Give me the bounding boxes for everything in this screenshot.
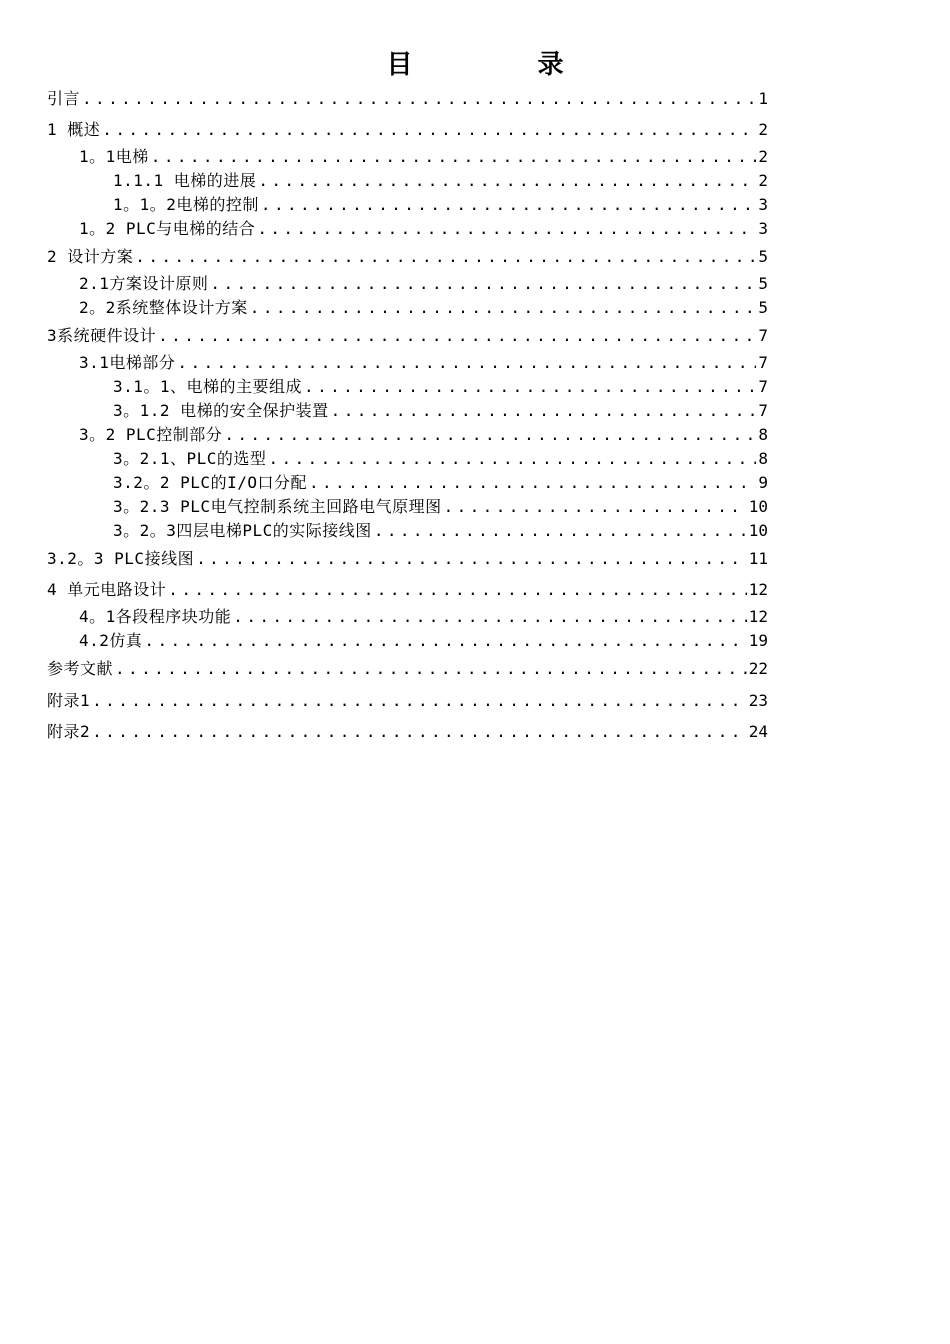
toc-page-number: 7 <box>758 326 768 345</box>
toc-entry-label: 3。2。3四层电梯PLC的实际接线图 <box>113 521 372 540</box>
toc-leader-dots <box>233 607 746 626</box>
toc-entry-label: 参考文献 <box>47 659 114 678</box>
toc-entry[interactable] <box>113 398 768 420</box>
toc-page-number: 8 <box>758 425 768 444</box>
toc-leader-dots <box>92 722 747 741</box>
toc-entry-label: 4 单元电路设计 <box>47 580 167 599</box>
toc-leader-dots <box>177 353 756 372</box>
toc-leader-dots <box>444 497 747 516</box>
toc-entry[interactable] <box>47 688 768 710</box>
toc-entry[interactable] <box>47 244 768 266</box>
toc-entry[interactable] <box>113 494 768 516</box>
toc-entry[interactable] <box>113 470 768 492</box>
toc-entry[interactable] <box>113 446 768 468</box>
toc-entry[interactable] <box>79 144 768 166</box>
toc-entry[interactable] <box>47 117 768 139</box>
toc-leader-dots <box>331 401 757 420</box>
toc-page-number: 12 <box>748 607 768 626</box>
toc-page-number: 2 <box>758 147 768 166</box>
toc-page-number: 10 <box>748 497 768 516</box>
toc-entry[interactable] <box>79 350 768 372</box>
toc-entry-label: 3。1.2 电梯的安全保护装置 <box>113 401 329 420</box>
toc-page-number: 9 <box>758 473 768 492</box>
toc-page-number: 3 <box>758 195 768 214</box>
toc-leader-dots <box>102 120 756 139</box>
toc-page-number: 2 <box>758 171 768 190</box>
toc-page-number: 19 <box>748 631 768 650</box>
toc-page-number: 8 <box>758 449 768 468</box>
toc-entry-label: 引言 <box>47 89 81 108</box>
toc-entry[interactable] <box>79 604 768 626</box>
toc-entry[interactable] <box>47 719 768 741</box>
toc-entry-label: 3.2。2 PLC的I/O口分配 <box>113 473 307 492</box>
toc-entry-label: 3系统硬件设计 <box>47 326 157 345</box>
toc-leader-dots <box>374 521 747 540</box>
toc-entry[interactable] <box>113 192 768 214</box>
toc-entry-label: 附录1 <box>47 691 91 710</box>
toc-leader-dots <box>92 691 747 710</box>
toc-entry[interactable] <box>79 422 768 444</box>
toc-entry[interactable] <box>47 546 768 568</box>
toc-entry[interactable] <box>47 86 768 108</box>
toc-leader-dots <box>224 425 756 444</box>
toc-page-number: 11 <box>748 549 768 568</box>
toc-leader-dots <box>304 377 756 396</box>
toc-page-number: 12 <box>748 580 768 599</box>
toc-entry-label: 1.1.1 电梯的进展 <box>113 171 257 190</box>
toc-page-number: 10 <box>748 521 768 540</box>
toc-leader-dots <box>144 631 746 650</box>
toc-entry[interactable] <box>47 323 768 345</box>
toc-entry-label: 3。2 PLC控制部分 <box>79 425 223 444</box>
toc-entry-label: 3。2.1、PLC的选型 <box>113 449 267 468</box>
toc-leader-dots <box>196 549 747 568</box>
toc-page-number: 23 <box>748 691 768 710</box>
toc-entry-label: 3.2。3 PLC接线图 <box>47 549 195 568</box>
toc-leader-dots <box>268 449 756 468</box>
toc-entry-label: 3.1电梯部分 <box>79 353 176 372</box>
toc-page-number: 7 <box>758 401 768 420</box>
toc-entry-label: 2.1方案设计原则 <box>79 274 209 293</box>
toc-page-number: 7 <box>758 377 768 396</box>
toc-leader-dots <box>261 195 756 214</box>
toc-leader-dots <box>258 171 756 190</box>
toc-leader-dots <box>82 89 756 108</box>
toc-entry-label: 附录2 <box>47 722 91 741</box>
toc-page-number: 5 <box>758 274 768 293</box>
toc-page-number: 3 <box>758 219 768 238</box>
toc-leader-dots <box>115 659 747 678</box>
toc-entry-label: 4.2仿真 <box>79 631 143 650</box>
toc-leader-dots <box>309 473 756 492</box>
toc-entry[interactable] <box>113 518 768 540</box>
toc-entry-label: 3。2.3 PLC电气控制系统主回路电气原理图 <box>113 497 442 516</box>
toc-leader-dots <box>250 298 757 317</box>
toc-page-number: 2 <box>758 120 768 139</box>
toc-entry[interactable] <box>79 271 768 293</box>
toc-leader-dots <box>151 147 757 166</box>
toc-entry-label: 4。1各段程序块功能 <box>79 607 232 626</box>
toc-entry-label: 3.1。1、电梯的主要组成 <box>113 377 303 396</box>
toc-page-number: 24 <box>748 722 768 741</box>
toc-leader-dots <box>135 247 756 266</box>
toc-entry-label: 1。2 PLC与电梯的结合 <box>79 219 256 238</box>
toc-page-number: 1 <box>758 89 768 108</box>
toc-entry[interactable] <box>47 577 768 599</box>
toc-leader-dots <box>158 326 756 345</box>
toc-entry[interactable] <box>113 374 768 396</box>
toc-page-number: 7 <box>758 353 768 372</box>
toc-entry-label: 1。1。2电梯的控制 <box>113 195 259 214</box>
toc-leader-dots <box>257 219 756 238</box>
toc-page-number: 5 <box>758 247 768 266</box>
toc-leader-dots <box>168 580 746 599</box>
toc-page-number: 5 <box>758 298 768 317</box>
toc-leader-dots <box>210 274 756 293</box>
toc-entry[interactable] <box>113 168 768 190</box>
toc-entry-label: 1。1电梯 <box>79 147 149 166</box>
toc-entry[interactable] <box>79 216 768 238</box>
toc-entry[interactable] <box>79 295 768 317</box>
toc-entry[interactable] <box>47 656 768 678</box>
toc-entry[interactable] <box>79 628 768 650</box>
toc-entry-label: 2 设计方案 <box>47 247 134 266</box>
toc-entry-label: 2。2系统整体设计方案 <box>79 298 248 317</box>
toc-page-number: 22 <box>748 659 768 678</box>
toc-entry-label: 1 概述 <box>47 120 101 139</box>
page-title: 目 录 <box>386 50 622 80</box>
